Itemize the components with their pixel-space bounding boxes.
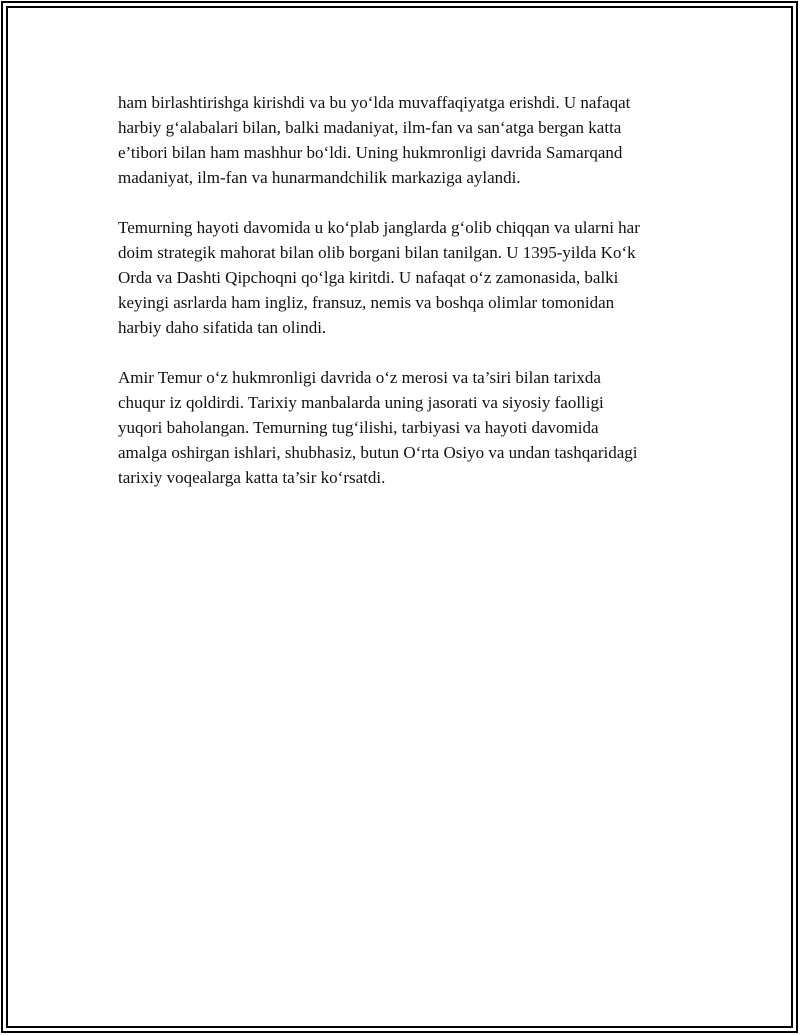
text-line: e’tibori bilan ham mashhur bo‘ldi. Uning hukmronligi davrida Samarqand xyxy=(118,143,623,162)
paragraph-3 xyxy=(118,365,698,490)
text-line: harbiy g‘alabalari bilan, balki madaniyat, ilm-fan va san‘atga bergan katta xyxy=(118,118,622,137)
text-line: keyingi asrlarda ham ingliz, fransuz, nemis va boshqa olimlar tomonidan xyxy=(118,293,615,312)
text-line: chuqur iz qoldirdi. Tarixiy manbalarda uning jasorati va siyosiy faolligi xyxy=(118,393,604,412)
paragraph-1 xyxy=(118,90,698,190)
text-line: amalga oshirgan ishlari, shubhasiz, butun O‘rta Osiyo va undan tashqaridagi xyxy=(118,443,638,462)
text-line: harbiy daho sifatida tan olindi. xyxy=(118,318,327,337)
text-line: Amir Temur o‘z hukmronligi davrida o‘z merosi va ta’siri bilan tarixda xyxy=(118,368,601,387)
text-line: tarixiy voqealarga katta ta’sir ko‘rsatdi. xyxy=(118,468,386,487)
text-line: Temurning hayoti davomida u ko‘plab janglarda g‘olib chiqqan va ularni har xyxy=(118,218,640,237)
text-line: yuqori baholangan. Temurning tug‘ilishi, tarbiyasi va hayoti davomida xyxy=(118,418,599,437)
text-line: doim strategik mahorat bilan olib borgani bilan tanilgan. U 1395-yilda Ko‘k xyxy=(118,243,636,262)
text-line: ham birlashtirishga kirishdi va bu yo‘lda muvaffaqiyatga erishdi. U nafaqat xyxy=(118,93,631,112)
text-line: madaniyat, ilm-fan va hunarmandchilik markaziga aylandi. xyxy=(118,168,521,187)
text-line: Orda va Dashti Qipchoqni qo‘lga kiritdi. U nafaqat o‘z zamonasida, balki xyxy=(118,268,619,287)
document-body xyxy=(118,90,698,515)
paragraph-2 xyxy=(118,215,698,340)
